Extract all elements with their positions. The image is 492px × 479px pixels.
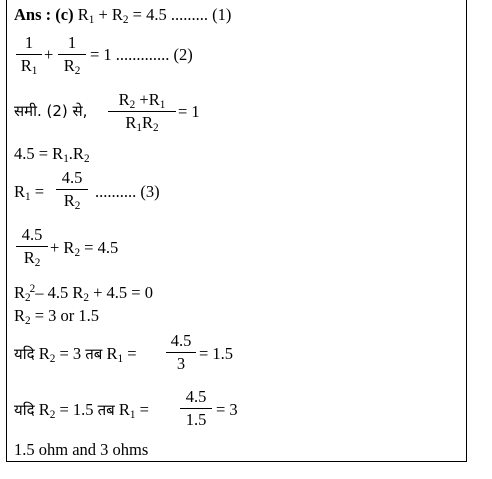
r2-symbol: R [111, 5, 123, 24]
fraction-numerator: $R_2 +R_1$ [118, 90, 166, 112]
from-eq2-label: समी. (2) से, [14, 102, 88, 120]
fraction-denominator: $R_2$ [63, 55, 81, 77]
plus-sign: + [44, 45, 54, 64]
fraction-1-over-r2 [58, 33, 86, 77]
fraction-numerator: 4.5 [61, 168, 83, 187]
fraction-numerator: 4.5 [170, 331, 192, 350]
fraction-denominator: $R_1R_2$ [125, 112, 159, 134]
fraction-numerator: 1 [24, 33, 34, 52]
equation-6-rhs: + $R_2 = 4.5$ [50, 238, 119, 260]
fraction-denominator: $R_1$ [20, 55, 38, 77]
final-answer: 1.5 ohm and 3 ohms [14, 440, 149, 459]
case-r2-3: यदि $R_2 = 3$ तब $R_1$ = [14, 344, 137, 366]
fraction-sum-over-product [108, 90, 176, 134]
equation-4: $4.5 = R_1.R_2$ [14, 144, 90, 166]
fraction-numerator: 1 [67, 33, 77, 52]
fraction-denominator: $R_2$ [23, 247, 41, 269]
equation-1-rhs: = 4.5 ......... (1) [128, 5, 232, 24]
r1-lhs: $R_1$ = [14, 182, 45, 204]
equation-2-rhs: = 1 ............. (2) [90, 45, 193, 64]
fraction-4.5-over-r2 [16, 225, 48, 269]
equation-1 [14, 5, 232, 27]
r1-symbol: R [77, 5, 89, 24]
answer-label: Ans : (c) [14, 5, 74, 24]
equation-8: $R_2 = 3$ or 1.5 [14, 306, 100, 328]
r2-subscript: 2 [122, 14, 129, 27]
case-r2-1.5: यदि $R_2 = 1.5$ तब $R_1$ = [14, 400, 149, 422]
equation-7: $R_2^2-$ 4.5 $R_2 + 4.5 = 0$ [14, 282, 153, 305]
fraction-denominator: 1.5 [185, 409, 207, 429]
fraction-numerator: 4.5 [21, 225, 43, 244]
equation-3-rhs: = 1 [178, 102, 200, 121]
equation-10-rhs: = 3 [216, 400, 238, 419]
r1-subscript: 1 [88, 14, 95, 27]
plus-sign: + [94, 5, 112, 24]
fraction-4.5-over-r2 [56, 168, 88, 212]
fraction-4.5-over-1.5 [180, 389, 212, 428]
fraction-1-over-r1 [16, 33, 42, 77]
fraction-4.5-over-3 [166, 333, 196, 372]
fraction-denominator: 3 [176, 353, 186, 373]
equation-5-rhs: .......... (3) [95, 182, 160, 201]
fraction-denominator: $R_2$ [63, 190, 81, 212]
fraction-numerator: 4.5 [185, 387, 207, 406]
equation-9-rhs: = 1.5 [199, 344, 234, 363]
